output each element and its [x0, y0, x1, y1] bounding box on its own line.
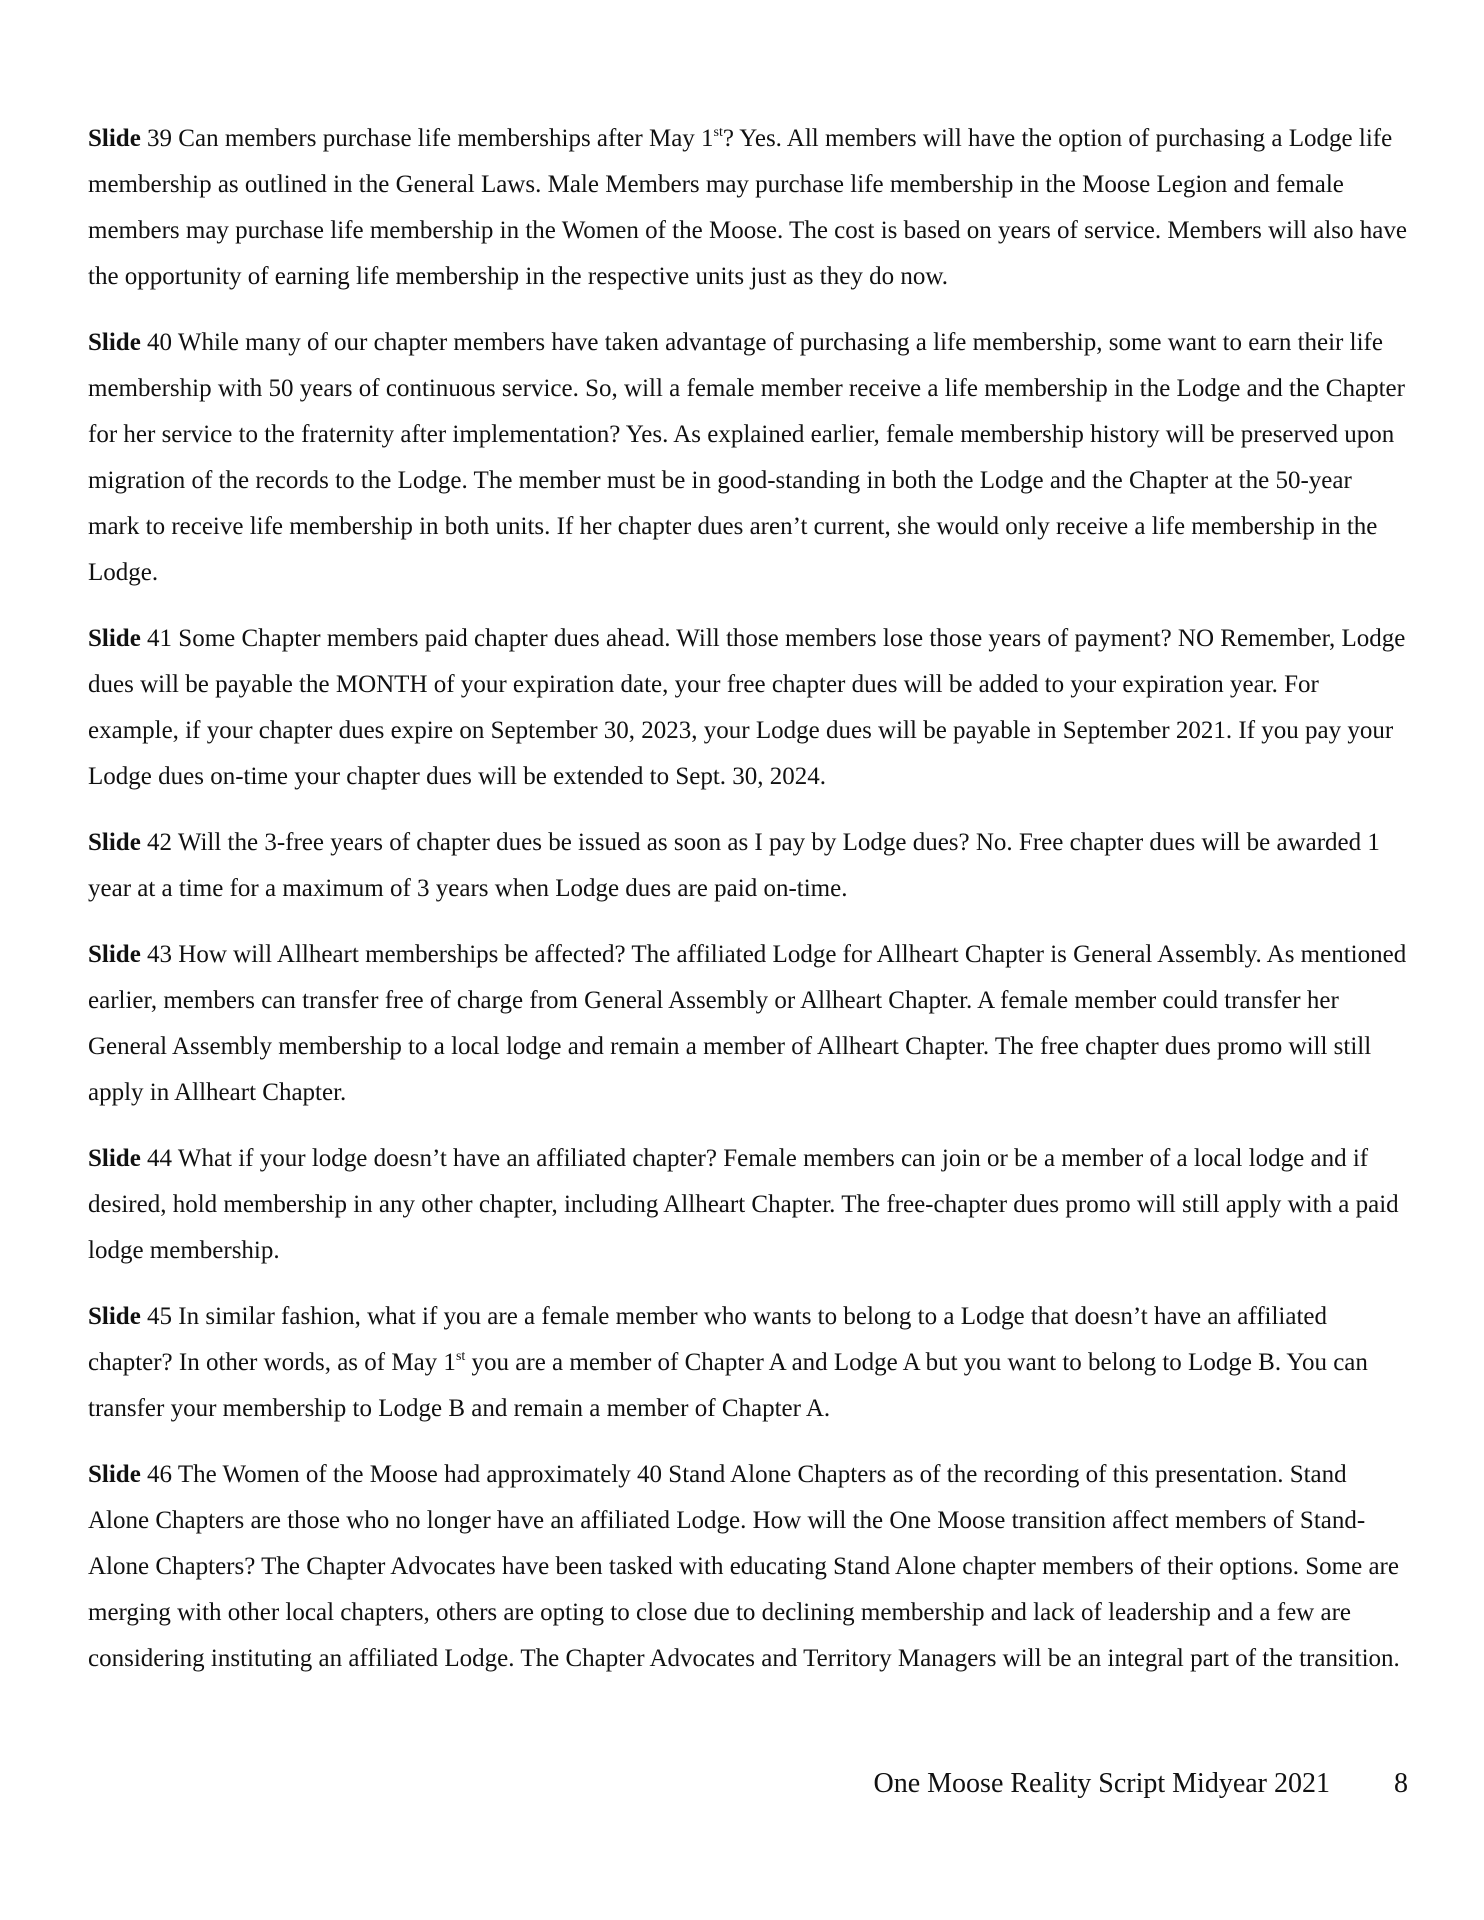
paragraph-text: 40 While many of our chapter members have taken advantage of purchasing a life membership, some want to earn their life membership with 50 years of continuous service. So, will a female member receive a life membership in the Lodge and the Chapter for her service to the fraternity after implementation? Yes. As explained earlier, female membership history will be preserved upon migration of the records to the Lodge. The member must be in good-standing in both the Lodge and the Chapter at the 50-year mark to receive life membership in both units. If her chapter dues aren’t current, she would only receive a life membership in the Lodge. [88, 329, 1405, 586]
paragraph-text: 43 How will Allheart memberships be affected? The affiliated Lodge for Allheart Chapter is General Assembly. As mentioned earlier, members can transfer free of charge from General Assembly or Allheart Chapter. A female member could transfer her General Assembly membership to a local lodge and remain a member of Allheart Chapter. The free chapter dues promo will still apply in Allheart Chapter. [88, 941, 1407, 1106]
slide-paragraph-42 [88, 820, 1408, 912]
slide-label: Slide [88, 1303, 141, 1330]
paragraph-text: 45 In similar fashion, what if you are a female member who wants to belong to a Lodge that doesn’t have an affiliated chapter? In other words, as of May 1 [88, 1303, 1328, 1376]
slide-label: Slide [88, 1461, 141, 1488]
slide-label: Slide [88, 941, 141, 968]
paragraph-text: 42 Will the 3-free years of chapter dues be issued as soon as I pay by Lodge dues? No. Free chapter dues will be awarded 1 year at a time for a maximum of 3 years when Lodge dues are paid on-time. [88, 829, 1380, 902]
paragraph-text: 44 What if your lodge doesn’t have an affiliated chapter? Female members can join or be a member of a local lodge and if desired, hold membership in any other chapter, including Allheart Chapter. The free-chapter dues promo will still apply with a paid lodge membership. [88, 1145, 1399, 1264]
superscript: st [455, 1349, 466, 1364]
paragraph-text: you are a member of Chapter A and Lodge A but you want to belong to Lodge B. You can transfer your membership to Lodge B and remain a member of Chapter A. [88, 1349, 1368, 1422]
superscript: st [713, 125, 723, 140]
slide-paragraph-41 [88, 616, 1408, 800]
paragraph-text: ? Yes. All members will have the option of purchasing a Lodge life membership as outlined in the General Laws. Male Members may purchase life membership in the Moose Legion and female members may purchase life membership in the Women of the Moose. The cost is based on years of service. Members will also have the opportunity of earning life membership in the respective units just as they do now. [88, 125, 1407, 290]
slide-paragraph-43 [88, 932, 1408, 1116]
slide-paragraph-39 [88, 116, 1408, 300]
slide-paragraph-44 [88, 1136, 1408, 1274]
paragraph-text: 46 The Women of the Moose had approximately 40 Stand Alone Chapters as of the recording of this presentation. Stand Alone Chapters are those who no longer have an affiliated Lodge. How will the One Moose transition affect members of Stand-Alone Chapters? The Chapter Advocates have been tasked with educating Stand Alone chapter members of their options. Some are merging with other local chapters, others are opting to close due to declining membership and lack of leadership and a few are considering instituting an affiliated Lodge. The Chapter Advocates and Territory Managers will be an integral part of the transition. [88, 1461, 1400, 1672]
slide-paragraph-40 [88, 320, 1408, 596]
paragraph-text: 39 Can members purchase life memberships after May 1 [140, 125, 714, 152]
slide-label: Slide [88, 125, 141, 152]
slide-paragraph-46 [88, 1452, 1408, 1682]
page-number: 8 [1394, 1768, 1408, 1799]
document-body [88, 116, 1408, 1702]
slide-paragraph-45 [88, 1294, 1408, 1432]
slide-label: Slide [88, 329, 141, 356]
paragraph-text: 41 Some Chapter members paid chapter dues ahead. Will those members lose those years of payment? NO Remember, Lodge dues will be payable the MONTH of your expiration date, your free chapter dues will be added to your expiration year. For example, if your chapter dues expire on September 30, 2023, your Lodge dues will be payable in September 2021. If you pay your Lodge dues on-time your chapter dues will be extended to Sept. 30, 2024. [88, 625, 1406, 790]
slide-label: Slide [88, 1145, 141, 1172]
page-footer [874, 1766, 1408, 1802]
footer-title: One Moose Reality Script Midyear 2021 [873, 1768, 1330, 1799]
slide-label: Slide [88, 829, 141, 856]
slide-label: Slide [88, 625, 141, 652]
